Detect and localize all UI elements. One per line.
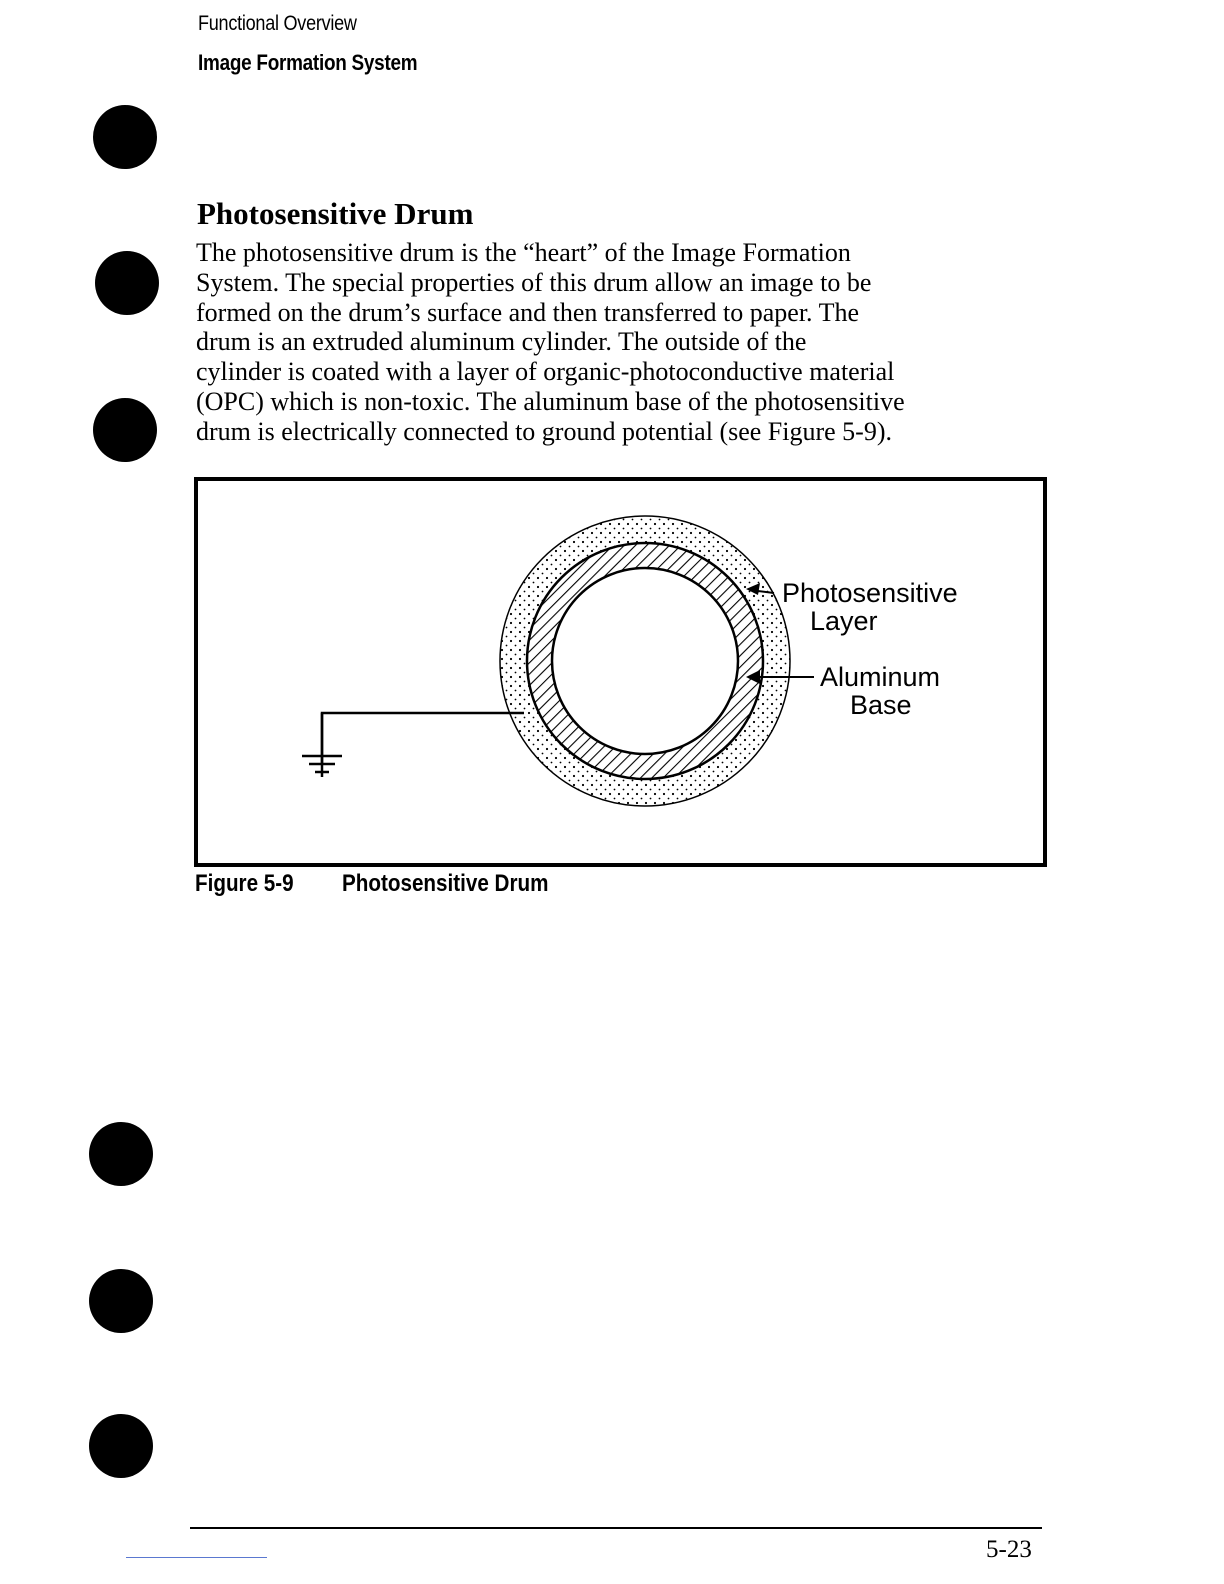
header-section: Functional Overview bbox=[198, 12, 357, 35]
binder-hole bbox=[93, 398, 157, 462]
label-photosensitive: Photosensitive bbox=[782, 578, 958, 608]
paragraph-line: System. The special properties of this drum allow an image to be bbox=[196, 267, 872, 297]
binder-hole bbox=[95, 251, 159, 315]
figure-caption-number: Figure 5-9 bbox=[195, 870, 294, 897]
page-number: 5-23 bbox=[986, 1536, 1032, 1563]
figure-drum-diagram bbox=[194, 477, 1047, 867]
label-aluminum: Aluminum bbox=[820, 662, 941, 692]
label-base: Base bbox=[850, 690, 912, 720]
ground-icon bbox=[302, 713, 342, 777]
binder-hole bbox=[89, 1414, 153, 1478]
drum-core bbox=[552, 568, 738, 754]
figure-caption-title: Photosensitive Drum bbox=[342, 870, 549, 897]
binder-hole bbox=[89, 1269, 153, 1333]
binder-hole bbox=[89, 1122, 153, 1186]
paragraph-line: cylinder is coated with a layer of organic-photoconductive material bbox=[196, 357, 895, 387]
paragraph-line: drum is electrically connected to ground potential (see Figure 5-9). bbox=[196, 416, 892, 446]
ground-wire bbox=[322, 713, 524, 765]
label-layer: Layer bbox=[810, 606, 878, 636]
section-title: Photosensitive Drum bbox=[197, 196, 474, 231]
footer-link-underline bbox=[126, 1557, 267, 1558]
header-subsection: Image Formation System bbox=[198, 50, 418, 75]
paragraph-line: (OPC) which is non-toxic. The aluminum base of the photosensitive bbox=[196, 386, 905, 416]
binder-hole bbox=[93, 105, 157, 169]
footer-rule bbox=[190, 1527, 1042, 1529]
paragraph-line: The photosensitive drum is the “heart” of the Image Formation bbox=[196, 238, 851, 267]
paragraph-line: drum is an extruded aluminum cylinder. The outside of the bbox=[196, 327, 807, 357]
body-paragraph bbox=[196, 238, 1056, 447]
paragraph-line: formed on the drum’s surface and then transferred to paper. The bbox=[196, 297, 859, 327]
